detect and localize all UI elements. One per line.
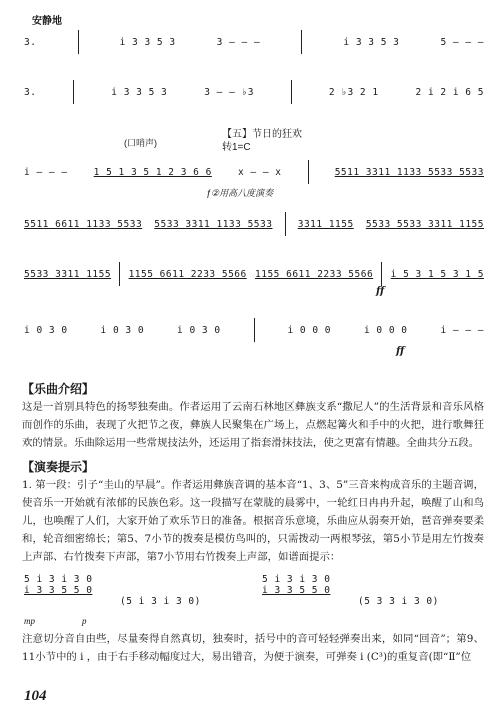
hints-paragraph-2: 注意切分音自由些，尽量奏得自然真切，独奏时，括号中的音可轻轻弹奏出来，如同“回音”；第9、11小节中的 i ，由于右手移动幅度过大，易出错音，为便于演奏，可弹奏 i (C³)的重复音(即“Ⅱ”位 bbox=[22, 633, 484, 663]
barline bbox=[291, 80, 292, 104]
score-cell: i — — — bbox=[24, 166, 68, 178]
score-cell: i 0 3 0 bbox=[177, 324, 221, 336]
dynamic-p: p bbox=[82, 616, 87, 626]
score-row-3 bbox=[24, 160, 484, 184]
barline bbox=[381, 262, 382, 286]
score-cell: 1155 6611 2233 5566 bbox=[128, 268, 247, 280]
dynamic-mp: mp bbox=[24, 616, 35, 626]
example-line: (5 3 3 i 3 0) bbox=[358, 596, 439, 607]
barline bbox=[119, 262, 120, 286]
example-line: i 3 3 5 5 0 bbox=[262, 585, 331, 596]
score-cell: x — — x bbox=[237, 166, 282, 178]
score-row-4 bbox=[24, 212, 484, 236]
example-line: (5 i 3 i 3 0) bbox=[120, 596, 201, 607]
score-cell: 1 5 1 3 5 1 2 3 6 6 bbox=[93, 166, 212, 178]
example-line: 5 i 3 i 3 0 bbox=[262, 574, 331, 585]
score-cell: 3 — — — bbox=[216, 36, 261, 48]
score-cell: i 5 3 1 5 3 1 5 bbox=[390, 268, 484, 280]
score-cell: i — — — bbox=[440, 324, 484, 336]
barline bbox=[78, 30, 79, 54]
score-cell: i 0 3 0 bbox=[24, 324, 68, 336]
score-cell: 5533 5533 3311 1155 bbox=[365, 218, 484, 230]
tempo-marking: 安静地 bbox=[32, 16, 62, 27]
barline bbox=[73, 80, 74, 104]
score-cell: i 0 0 0 bbox=[287, 324, 331, 336]
score-cell: 5533 3311 1133 5533 bbox=[154, 218, 273, 230]
score-cell: 5533 3311 1155 bbox=[24, 268, 112, 280]
barline bbox=[308, 160, 309, 184]
hints-paragraph-1: 1. 第一段：引子“圭山的早晨”。作者运用彝族音调的基本音“1、3、5”三音来构成音乐的主题音调，使音乐一开始就有浓郁的民族色彩。这一段描写在蒙胧的晨雾中，一轮红日冉冉升起，唤醒了山和鸟儿，也唤醒了人们，大家开始了欢乐节日的准备。根据音乐意境，乐曲应从弱奏开始，琶音弹奏要柔和，轮音细密绵长；第5、7小节的拨奏是模仿鸟叫的，只需拨动一两根琴弦，第5小节是用左竹拨奏上声部、右竹拨奏下声部，第7小节用右竹拨奏上声部，如谱面提示： bbox=[22, 479, 484, 563]
score-cell: 1155 6611 2233 5566 bbox=[255, 268, 374, 280]
score-cell: 2 i 2 i 6 5 bbox=[415, 86, 484, 98]
example-left bbox=[24, 574, 244, 607]
dynamic-ff: ff bbox=[376, 286, 385, 297]
example-line: 5 i 3 i 3 0 bbox=[24, 574, 93, 585]
score-cell: 3. bbox=[24, 86, 37, 98]
score-cell: 5 — — — bbox=[440, 36, 484, 48]
score-cell: i 3 3 5 3 bbox=[111, 86, 168, 98]
score-cell: i 3 3 5 3 bbox=[119, 36, 176, 48]
example-line: i 3 3 5 5 0 bbox=[24, 585, 93, 596]
score-cell: 3 — — ♭3 bbox=[204, 86, 254, 98]
intro-paragraph: 这是一首别具特色的扬琴独奏曲。作者运用了云南石林地区彝族支系“撒尼人”的生活背景和音乐风格而创作的乐曲，表现了火把节之夜，彝族人民聚集在广场上，点燃起篝火和手中的火把，进行歌舞狂欢的情景。乐曲除运用一些常规技法外，还运用了指套滑抹技法，使之更富有情趣。全曲共分五段。 bbox=[22, 401, 484, 449]
page-number: 104 bbox=[24, 688, 47, 704]
score-cell: 3311 1155 bbox=[297, 218, 354, 230]
score-row-1 bbox=[24, 30, 484, 54]
score-cell: 2 ♭3 2 1 bbox=[328, 86, 379, 98]
barline bbox=[254, 318, 255, 342]
score-cell: 3. bbox=[24, 36, 37, 48]
score-row-2 bbox=[24, 80, 484, 104]
whistle-note: (口哨声) bbox=[124, 138, 157, 148]
score-row-6 bbox=[24, 318, 484, 342]
section5-key: 转1=C bbox=[222, 142, 251, 153]
section5-title: 【五】节日的狂欢 bbox=[222, 129, 302, 140]
example-right bbox=[262, 574, 482, 607]
score-cell: i 0 0 0 bbox=[363, 324, 408, 336]
section5-instruction: ƒ②用高八度演奏 bbox=[206, 188, 274, 198]
dynamic-ff: ff bbox=[396, 346, 405, 357]
score-cell: i 3 3 5 3 bbox=[343, 36, 400, 48]
hints-heading: 【 演奏提示 】 bbox=[22, 458, 94, 475]
intro-heading: 【 乐曲介绍 】 bbox=[22, 380, 94, 397]
score-cell: 5511 6611 1133 5533 bbox=[24, 218, 143, 230]
barline bbox=[285, 212, 286, 236]
score-cell: i 0 3 0 bbox=[100, 324, 145, 336]
section5-header bbox=[222, 128, 302, 154]
score-row-5 bbox=[24, 262, 484, 286]
barline bbox=[301, 30, 302, 54]
score-cell: 5511 3311 1133 5533 5533 bbox=[334, 166, 484, 178]
